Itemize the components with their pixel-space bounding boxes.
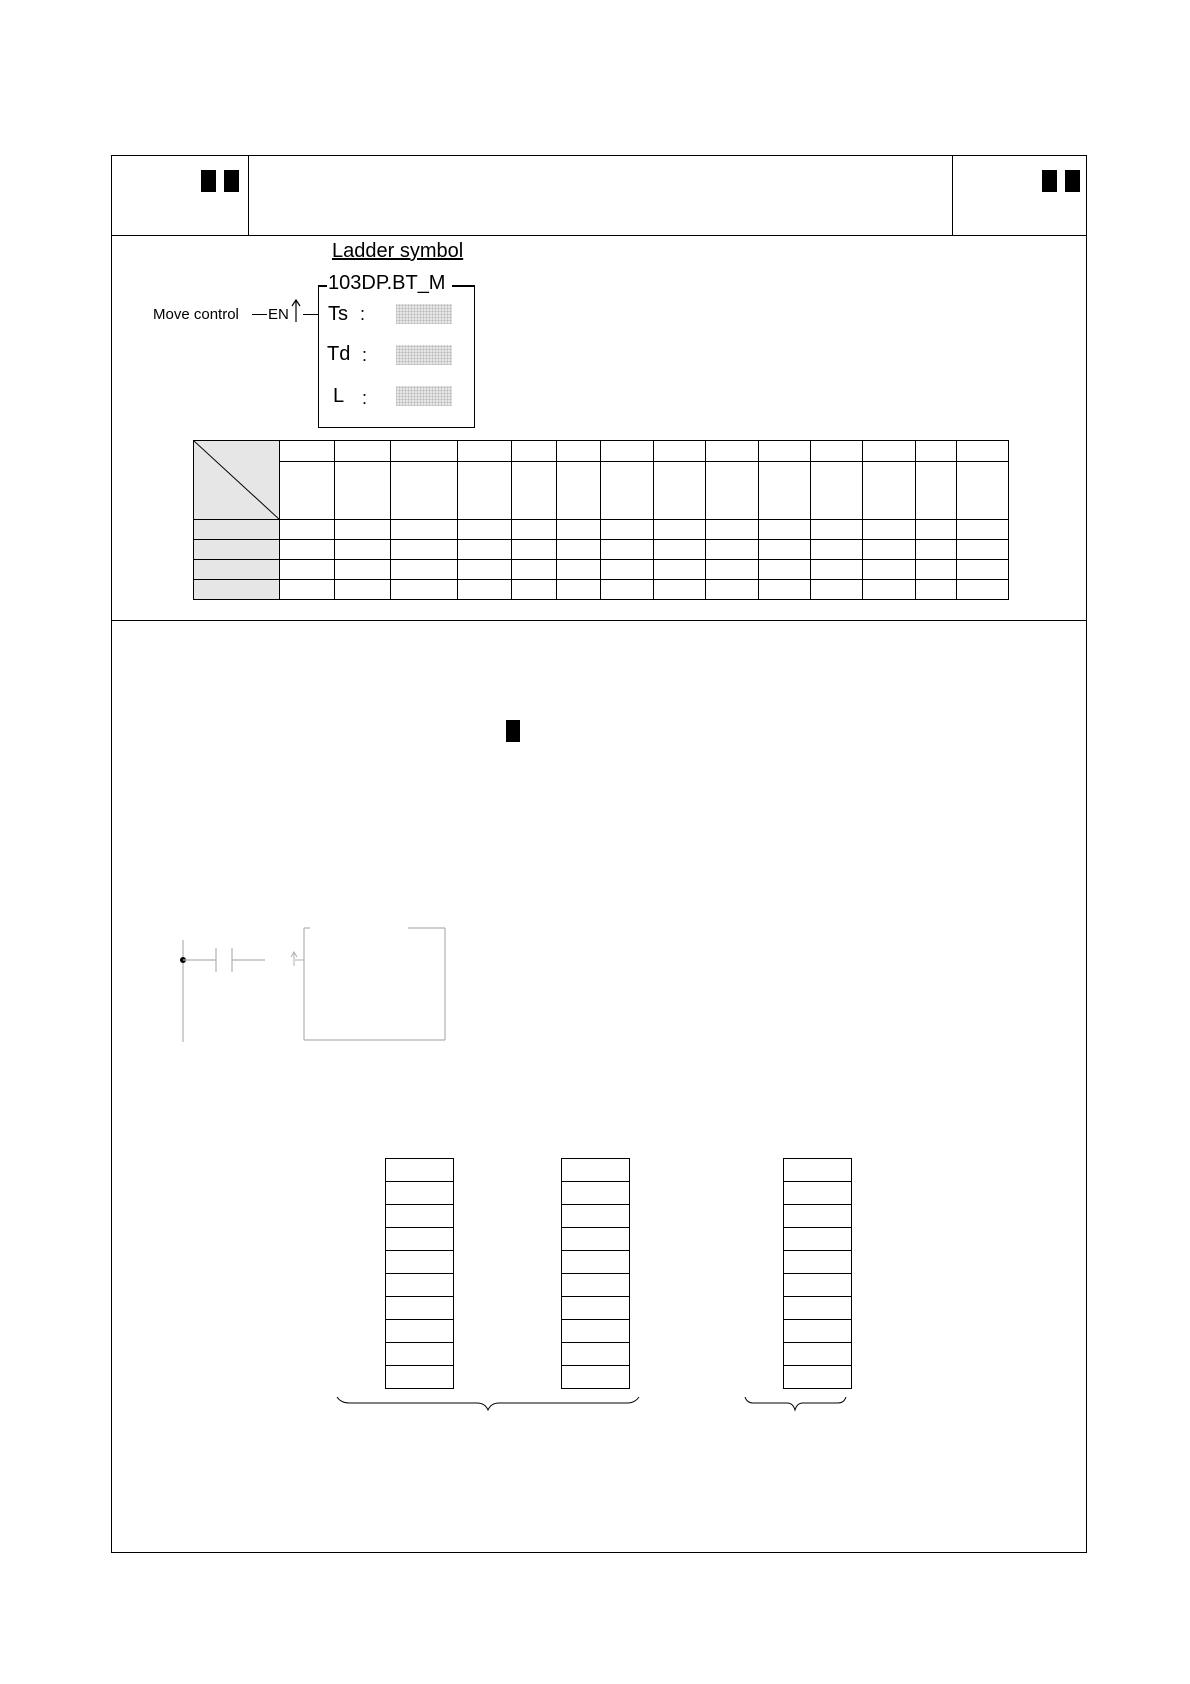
operand-l-label: L: [333, 385, 345, 407]
table-cell: [458, 462, 512, 520]
table-cell: [557, 560, 601, 580]
table-cell: [391, 560, 458, 580]
move-control-label: Move control: [153, 306, 239, 323]
brace-source: [335, 1395, 640, 1415]
operand-spec-table: [193, 440, 1009, 600]
table-header-cell: [391, 441, 458, 462]
instruction-box-top-right: [452, 285, 475, 287]
table-row-header: [194, 580, 280, 600]
table-header-cell: [557, 441, 601, 462]
table-header-cell: [863, 441, 916, 462]
table-cell: [654, 560, 706, 580]
table-cell: [512, 540, 557, 560]
table-header-cell: [280, 441, 335, 462]
move-control-wire: [252, 314, 267, 315]
en-wire: [303, 314, 318, 315]
table-cell: [654, 540, 706, 560]
table-cell: [811, 520, 863, 540]
body-glyph: [506, 720, 520, 742]
operand-td-label: Td: [327, 343, 351, 365]
table-cell: [654, 462, 706, 520]
table-cell: [706, 520, 759, 540]
header-left-glyph: [201, 170, 216, 192]
operand-td-field: [396, 345, 452, 365]
table-cell: [759, 462, 811, 520]
table-cell: [391, 540, 458, 560]
section-divider: [111, 620, 1087, 621]
table-header-row: [194, 441, 1009, 462]
table-cell: [811, 540, 863, 560]
table-cell: [863, 560, 916, 580]
table-header-cell: [916, 441, 957, 462]
table-header-cell: [957, 441, 1009, 462]
table-cell: [957, 520, 1009, 540]
table-cell: [391, 520, 458, 540]
rising-edge-icon: [290, 298, 302, 324]
table-cell: [863, 520, 916, 540]
table-row: [194, 560, 1009, 580]
table-cell: [863, 580, 916, 600]
table-cell: [759, 540, 811, 560]
table-cell: [391, 462, 458, 520]
table-header-cell: [811, 441, 863, 462]
table-cell: [280, 560, 335, 580]
header-right-glyph: [1065, 170, 1080, 192]
table-cell: [280, 540, 335, 560]
operand-ts-field: [396, 304, 452, 324]
table-cell: [512, 520, 557, 540]
table-cell: [512, 462, 557, 520]
table-header-cell: [759, 441, 811, 462]
table-row: [194, 540, 1009, 560]
instruction-box-top-left: [318, 285, 327, 287]
table-cell: [335, 462, 391, 520]
instruction-name: 103DP.BT_M: [328, 272, 446, 294]
table-row: [194, 580, 1009, 600]
table-cell: [916, 462, 957, 520]
table-header-cell: [601, 441, 654, 462]
table-row-header: [194, 560, 280, 580]
table-cell: [601, 580, 654, 600]
table-cell: [957, 540, 1009, 560]
ladder-symbol-heading: Ladder symbol: [332, 240, 464, 262]
table-cell: [280, 462, 335, 520]
table-cell: [957, 560, 1009, 580]
brace-destination: [743, 1395, 848, 1415]
table-cell: [654, 580, 706, 600]
table-cell: [557, 520, 601, 540]
table-cell: [916, 580, 957, 600]
table-cell: [601, 520, 654, 540]
header-bottom-rule: [111, 235, 1087, 236]
table-cell: [458, 580, 512, 600]
table-cell: [601, 560, 654, 580]
table-cell: [863, 462, 916, 520]
table-cell: [335, 520, 391, 540]
example-ladder-rung: [170, 920, 460, 1045]
table-corner-diagonal: [194, 441, 280, 520]
operand-ts-label: Ts: [328, 303, 348, 325]
operand-td-sep: :: [362, 345, 368, 365]
table-cell: [706, 580, 759, 600]
operand-l-field: [396, 386, 452, 406]
table-cell: [811, 560, 863, 580]
table-header-cell: [654, 441, 706, 462]
table-cell: [759, 520, 811, 540]
table-cell: [280, 520, 335, 540]
table-header-cell: [512, 441, 557, 462]
table-cell: [601, 540, 654, 560]
table-cell: [957, 462, 1009, 520]
memory-block-source-2: [561, 1158, 630, 1389]
table-cell: [811, 580, 863, 600]
table-header-cell: [458, 441, 512, 462]
table-cell: [706, 540, 759, 560]
table-cell: [916, 560, 957, 580]
table-cell: [759, 580, 811, 600]
table-cell: [706, 462, 759, 520]
header-left-glyph: [224, 170, 239, 192]
memory-block-destination: [783, 1158, 852, 1389]
table-cell: [391, 580, 458, 600]
table-cell: [458, 540, 512, 560]
table-cell: [759, 560, 811, 580]
table-cell: [458, 560, 512, 580]
operand-l-sep: :: [362, 388, 368, 408]
table-cell: [335, 560, 391, 580]
table-corner-cell: [194, 441, 280, 520]
table-row-header: [194, 540, 280, 560]
table-cell: [811, 462, 863, 520]
table-cell: [512, 580, 557, 600]
table-cell: [557, 580, 601, 600]
table-cell: [335, 540, 391, 560]
table-cell: [957, 580, 1009, 600]
table-subheader-row: [194, 462, 1009, 520]
table-cell: [557, 462, 601, 520]
header-right-glyph: [1042, 170, 1057, 192]
table-header-cell: [335, 441, 391, 462]
table-cell: [654, 520, 706, 540]
table-cell: [916, 540, 957, 560]
table-cell: [601, 462, 654, 520]
memory-block-source-1: [385, 1158, 454, 1389]
table-cell: [916, 520, 957, 540]
operand-ts-sep: :: [360, 304, 366, 324]
table-cell: [863, 540, 916, 560]
table-row-header: [194, 520, 280, 540]
header-divider-right: [952, 155, 953, 236]
header-divider-left: [248, 155, 249, 236]
table-header-cell: [706, 441, 759, 462]
en-label: EN: [268, 306, 289, 323]
table-cell: [335, 580, 391, 600]
table-row: [194, 520, 1009, 540]
table-cell: [706, 560, 759, 580]
table-cell: [458, 520, 512, 540]
table-cell: [557, 540, 601, 560]
table-cell: [280, 580, 335, 600]
table-cell: [512, 560, 557, 580]
